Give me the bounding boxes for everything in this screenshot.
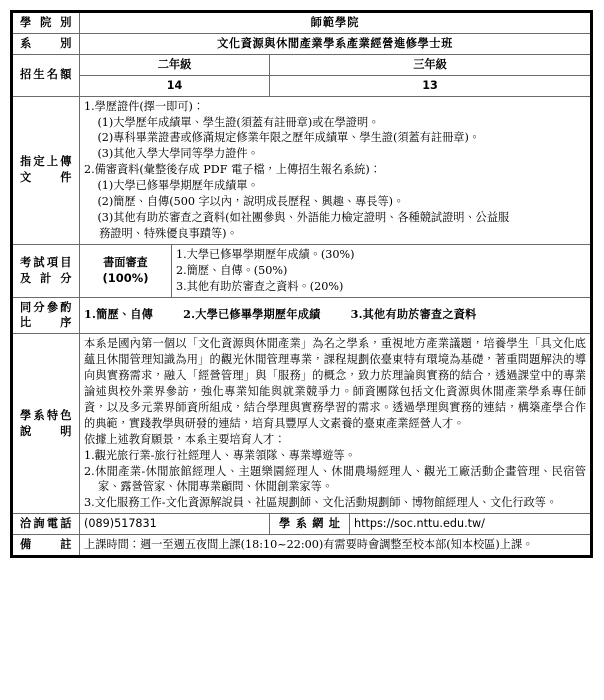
upload-docs-line: 1.學歷證件(擇一即可)： (84, 99, 205, 113)
exam-criterion: 2.簡歷、自傳。(50%) (176, 263, 288, 277)
row-label-college (12, 12, 80, 34)
label-char: 話 (60, 516, 72, 531)
label-char: 上 (46, 154, 59, 169)
row-label-phone (12, 514, 80, 535)
label-char: 址 (328, 516, 340, 531)
label-char: 酌 (60, 299, 72, 314)
table-row-quota-grades (12, 54, 592, 75)
grade-header-year2: 二年級 (80, 54, 270, 75)
label-char: 網 (312, 516, 324, 531)
tiebreak-items (80, 297, 592, 334)
label-char: 同 (20, 299, 32, 314)
exam-method-name: 書面審查 (103, 254, 148, 269)
table-row-tiebreak (12, 297, 592, 334)
row-label-website (270, 514, 350, 535)
label-char: 別 (60, 15, 72, 29)
label-char: 學 (20, 15, 32, 29)
label-char: 比 (20, 315, 32, 330)
note-text: 上課時間：週一至週五夜間上課(18:10~22:00)有需要時會調整至校本部(知本校區)上課。 (80, 535, 592, 557)
label-char: 分 (60, 270, 72, 285)
features-item: 2.休閒產業-休閒旅館經理人、主題樂園經理人、休閒農場經理人、觀光工廠活動企畫管理、民宿管家、露營管家、休閒專業顧問、休閒創業家等。 (84, 464, 587, 494)
department-website-url[interactable]: https://soc.nttu.edu.tw/ (350, 514, 592, 535)
label-char: 目 (60, 254, 72, 269)
label-char: 明 (60, 423, 72, 438)
label-char: 學 (279, 516, 291, 531)
table-row-college (12, 12, 592, 34)
label-char: 額 (60, 67, 72, 82)
row-label-tiebreak (12, 297, 80, 334)
row-label-upload-docs (12, 96, 80, 244)
features-content (80, 334, 592, 514)
admissions-info-table (10, 10, 593, 558)
label-char: 件 (60, 170, 72, 185)
tiebreak-item: 1.簡歷、自傳 (84, 307, 154, 322)
label-char: 招 (20, 67, 32, 82)
label-char: 文 (20, 170, 32, 185)
label-char: 傳 (60, 154, 72, 169)
features-item: 3.文化服務工作-文化資源解說員、社區規劃師、文化活動規劃師、博物館經理人、文化行政等。 (84, 496, 558, 510)
label-char: 說 (20, 423, 32, 438)
label-char: 洽 (20, 516, 32, 531)
tiebreak-item: 3.其他有助於審查之資料 (350, 307, 477, 322)
label-char: 備 (20, 537, 32, 552)
label-char: 系 (33, 407, 46, 422)
exam-criterion: 1.大學已修畢學期歷年成績。(30%) (176, 247, 355, 261)
college-name-value: 師範學院 (80, 12, 592, 34)
row-label-department (12, 33, 80, 54)
table-row-exam (12, 244, 592, 297)
table-row-upload-docs (12, 96, 592, 244)
label-char: 名 (46, 67, 59, 82)
table-row-note (12, 535, 592, 557)
grade-header-year3: 三年級 (270, 54, 592, 75)
exam-criteria-list (172, 244, 592, 297)
row-label-exam (12, 244, 80, 297)
label-char: 序 (60, 315, 72, 330)
label-char: 項 (46, 254, 59, 269)
features-paragraph: 本系是國內第一個以「文化資源與休閒產業」為名之學系，重視地方產業議題，培養學生「具文化底蘊且休閒管理知識為用」的觀光休閒管理專業，課程規劃依臺東特有環境為基礎，著重問題解決的導向與實務需求，融入「經營管理」與「服務」的概念，致力於理論與實務的結合，透過課堂中的專業論述與校外業界參訪，強化專業知能與就業競爭力。師資團隊包括文化資源與休閒產業學系專任師資，以及多元業界師資所組成，結合學理與實務學習的需求。透過學理與實務的連結，構築產學合作的典範，實踐教學與研發的連結，培育具豐厚人文素養的臺東產業經營人才。 (84, 337, 587, 430)
exam-method-weight: (100%) (102, 271, 149, 286)
upload-docs-content (80, 96, 592, 244)
upload-docs-line: (3)其他有助於審查之資料(如社團參與、外語能力檢定證明、各種競試證明、公益服 (97, 210, 510, 224)
label-char: 電 (46, 516, 59, 531)
upload-docs-line: 務證明、特殊優良事蹟等)。 (99, 226, 238, 240)
table-row-contact (12, 514, 592, 535)
label-char: 定 (33, 154, 46, 169)
label-char: 試 (33, 254, 46, 269)
quota-count-year3: 13 (270, 75, 592, 96)
tiebreak-item: 2.大學已修畢學期歷年成績 (183, 307, 321, 322)
upload-docs-line: (2)專科畢業證書或修滿規定修業年限之歷年成績單、學生證(須蓋有註冊章)。 (97, 131, 481, 145)
upload-docs-line: (2)簡歷、自傳(500 字以內，說明成長歷程、興趣、專長等)。 (97, 195, 405, 209)
exam-method-cell (80, 244, 172, 297)
label-char: 學 (20, 407, 32, 422)
label-char: 分 (33, 299, 46, 314)
label-char: 計 (40, 270, 52, 285)
label-char: 別 (60, 35, 72, 50)
upload-docs-line: 2.備審資料(彙整後存成 PDF 電子檔，上傳招生報名系統)： (84, 163, 381, 177)
label-char: 詢 (33, 516, 46, 531)
label-char: 系 (20, 35, 32, 50)
row-label-quota (12, 54, 80, 96)
upload-docs-line: (1)大學歷年成績單、學生證(須蓋有註冊章)或在學證明。 (97, 115, 380, 129)
row-label-features (12, 334, 80, 514)
label-char: 考 (20, 254, 32, 269)
label-char: 及 (20, 270, 32, 285)
features-item: 1.觀光旅行業-旅行社經理人、專業領隊、專業導遊等。 (84, 448, 356, 462)
label-char: 系 (295, 516, 307, 531)
contact-phone-value: (089)517831 (80, 514, 270, 535)
label-char: 指 (20, 154, 32, 169)
table-row-features (12, 334, 592, 514)
label-char: 特 (46, 407, 59, 422)
table-row-quota-counts (12, 75, 592, 96)
label-char: 色 (60, 407, 72, 422)
upload-docs-line: (1)大學已修畢學期歷年成績單。 (97, 179, 259, 193)
quota-count-year2: 14 (80, 75, 270, 96)
row-label-note (12, 535, 80, 557)
upload-docs-line: (3)其他入學大學同等學力證件。 (97, 147, 259, 161)
department-name-value: 文化資源與休閒產業學系產業經營進修學士班 (80, 33, 592, 54)
label-char: 生 (33, 67, 46, 82)
label-char: 院 (40, 15, 52, 29)
label-char: 註 (60, 537, 72, 552)
table-row-department (12, 33, 592, 54)
exam-criterion: 3.其他有助於審查之資料。(20%) (176, 279, 344, 293)
label-char: 參 (46, 299, 59, 314)
features-intro: 依據上述教育願景，本系主要培育人才： (84, 432, 286, 446)
